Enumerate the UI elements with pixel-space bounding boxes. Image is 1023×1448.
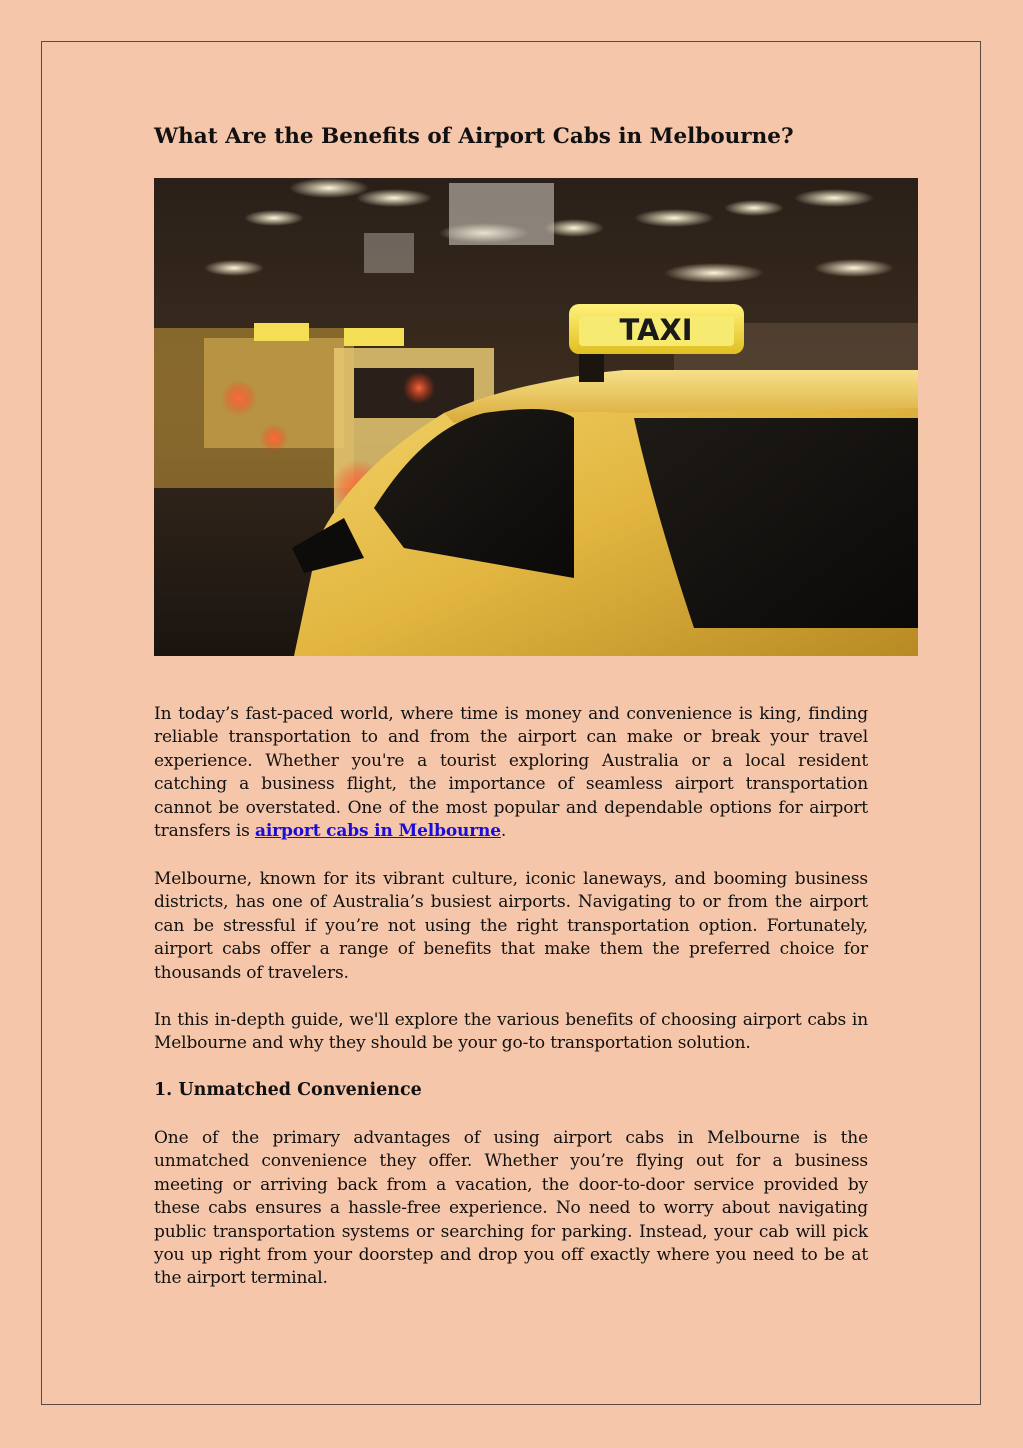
intro-paragraph [154, 703, 868, 843]
intro-text-end: . [500, 821, 507, 842]
intro-text: In today’s fast-paced world, where time is money and convenience is king, finding reliable transportation to and from the airport can make or break your travel experience. Whether you're a tourist exploring Australia or a local resident catching a business flight, the importance of seamless airport transportation cannot be overstated. One of the most popular and dependable options for airport transfers is [154, 704, 868, 842]
hero-image [154, 178, 918, 656]
taxi-sign-text: TAXI [619, 313, 693, 347]
taxi-photo-icon [154, 178, 918, 656]
section-heading-convenience: 1. Unmatched Convenience [154, 1080, 422, 1100]
convenience-paragraph: One of the primary advantages of using airport cabs in Melbourne is the unmatched convenience they offer. Whether you’re flying out for a business meeting or arriving back from a vacation, the door-to-door service provided by these cabs ensures a hassle-free experience. No need to worry about navigating public transportation systems or searching for parking. Instead, your cab will pick you up right from your doorstep and drop you off exactly where you need to be at the airport terminal. [154, 1128, 868, 1289]
airport-cabs-link[interactable]: airport cabs in Melbourne [255, 821, 501, 842]
guide-paragraph: In this in-depth guide, we'll explore the various benefits of choosing airport cabs in Melbourne and why they should be your go-to transportation solution. [154, 1010, 868, 1054]
article-title: What Are the Benefits of Airport Cabs in Melbourne? [154, 124, 794, 149]
melbourne-paragraph: Melbourne, known for its vibrant culture, iconic laneways, and booming business districts, has one of Australia’s busiest airports. Navigating to or from the airport can be stressful if you’re not using the right transportation option. Fortunately, airport cabs offer a range of benefits that make them the preferred choice for thousands of travelers. [154, 869, 868, 983]
